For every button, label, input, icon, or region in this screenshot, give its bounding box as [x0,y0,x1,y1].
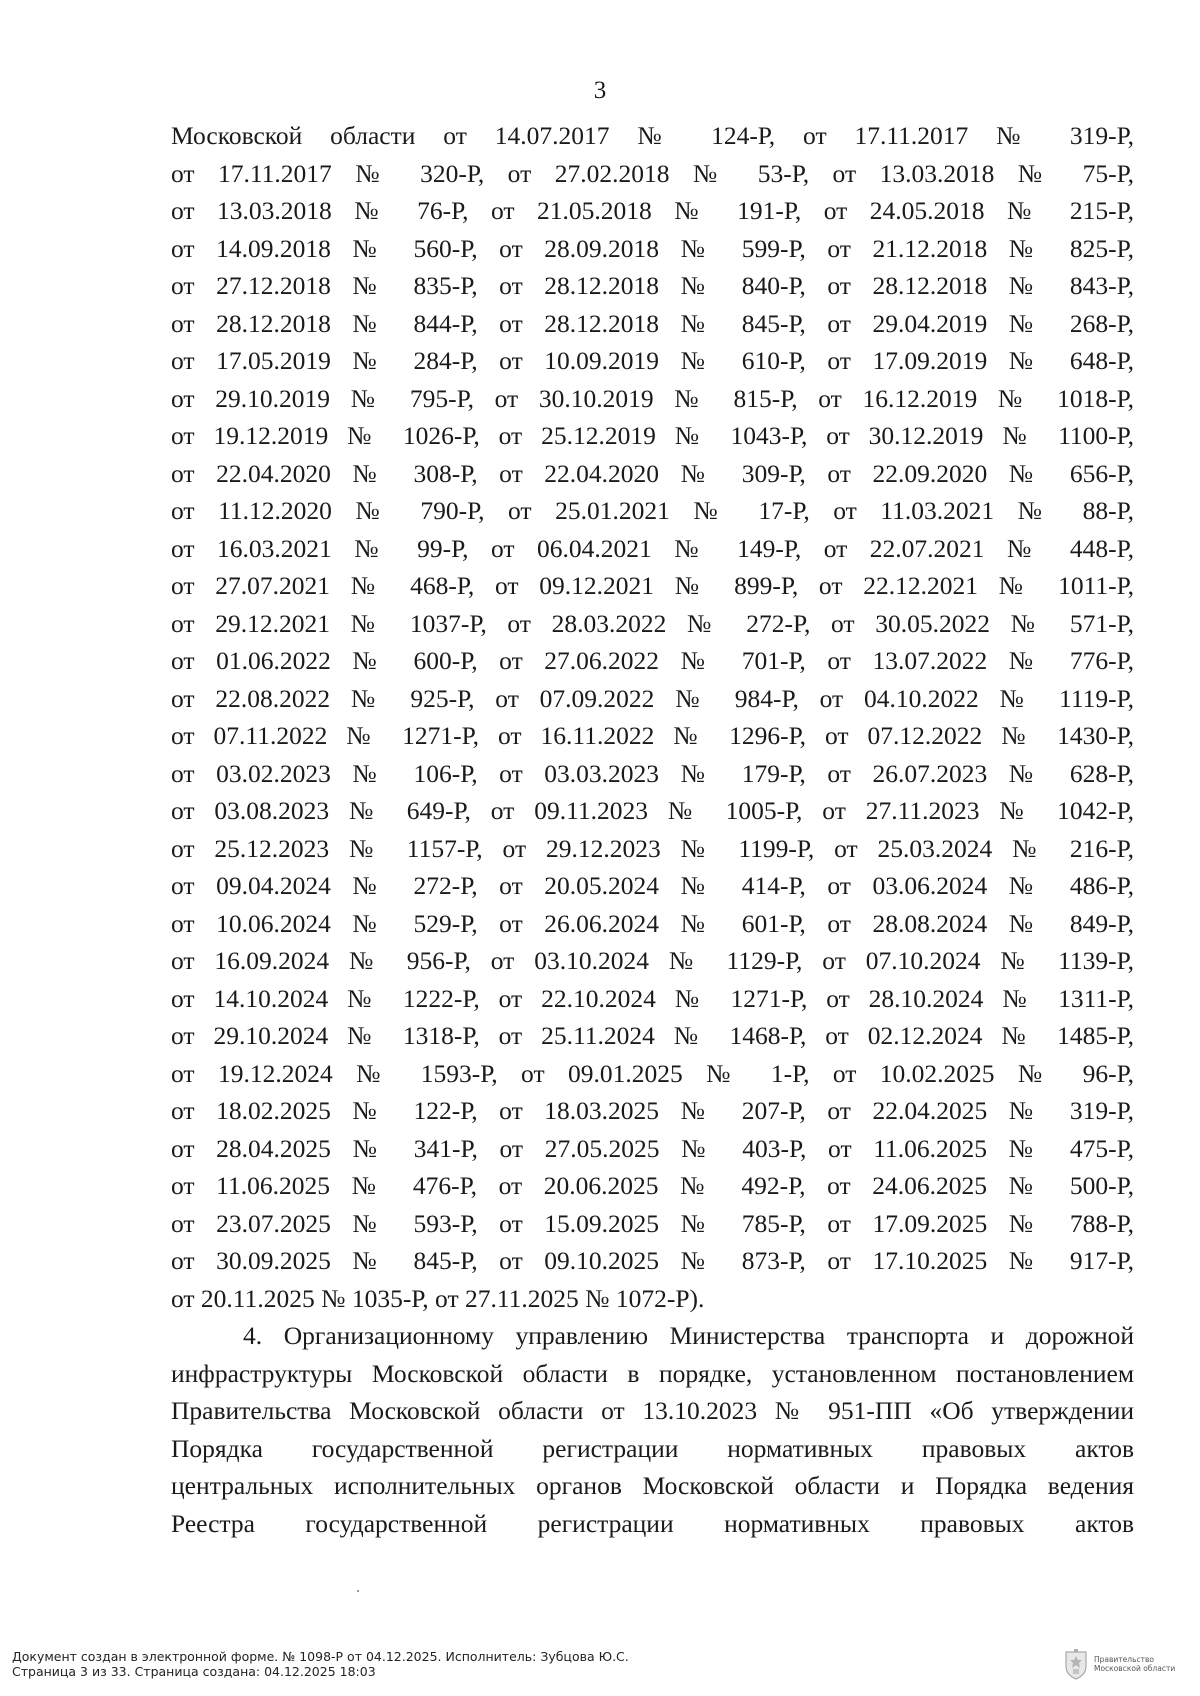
page-number: 3 [593,77,607,104]
text-line: Реестра государственной регистрации нормативных правовых актов [171,1508,1134,1538]
text-line: от 14.09.2018 № 560-Р, от 28.09.2018 № 599-Р, от 21.12.2018 № 825-Р, [171,233,1134,263]
paragraph-item-4 [171,1317,1134,1542]
text-line: от 27.07.2021 № 468-Р, от 09.12.2021 № 899-Р, от 22.12.2021 № 1011-Р, [171,571,1134,600]
text-line: от 23.07.2025 № 593-Р, от 15.09.2025 № 785-Р, от 17.09.2025 № 788-Р, [171,1208,1134,1238]
text-line: от 03.02.2023 № 106-Р, от 03.03.2023 № 179-Р, от 26.07.2023 № 628-Р, [171,758,1134,788]
text-line: от 28.12.2018 № 844-Р, от 28.12.2018 № 845-Р, от 29.04.2019 № 268-Р, [171,308,1134,338]
text-line: от 17.11.2017 № 320-Р, от 27.02.2018 № 53-Р, от 13.03.2018 № 75-Р, [171,158,1134,188]
text-line: инфраструктуры Московской области в порядке, установленном постановлением [171,1358,1134,1388]
text-line: от 29.10.2024 № 1318-Р, от 25.11.2024 № 1468-Р, от 02.12.2024 № 1485-Р, [171,1021,1134,1050]
text-line: центральных исполнительных органов Московской области и Порядка ведения [171,1471,1134,1500]
text-line: от 22.04.2020 № 308-Р, от 22.04.2020 № 309-Р, от 22.09.2020 № 656-Р, [171,458,1134,488]
text-line: от 29.10.2019 № 795-Р, от 30.10.2019 № 815-Р, от 16.12.2019 № 1018-Р, [171,383,1134,413]
logo-text-line: Московской области [1094,1664,1176,1673]
text-line: от 22.08.2022 № 925-Р, от 07.09.2022 № 984-Р, от 04.10.2022 № 1119-Р, [171,683,1134,713]
document-footer [12,1649,629,1679]
text-line: от 16.03.2021 № 99-Р, от 06.04.2021 № 149-Р, от 22.07.2021 № 448-Р, [171,533,1134,563]
government-logo [1064,1648,1175,1680]
text-line: от 18.02.2025 № 122-Р, от 18.03.2025 № 207-Р, от 22.04.2025 № 319-Р, [171,1096,1134,1125]
text-line: от 11.12.2020 № 790-Р, от 25.01.2021 № 17-Р, от 11.03.2021 № 88-Р, [171,496,1134,525]
footer-document-info: Документ создан в электронной форме. № 1098-Р от 04.12.2025. Исполнитель: Зубцова Ю.С. [12,1649,629,1664]
text-line: от 14.10.2024 № 1222-Р, от 22.10.2024 № 1271-Р, от 28.10.2024 № 1311-Р, [171,983,1134,1013]
text-line: Московской области от 14.07.2017 № 124-Р, от 17.11.2017 № 319-Р, [171,121,1134,150]
logo-text [1094,1655,1175,1673]
text-line: от 30.09.2025 № 845-Р, от 09.10.2025 № 873-Р, от 17.10.2025 № 917-Р, [171,1246,1134,1275]
text-line: от 19.12.2019 № 1026-Р, от 25.12.2019 № 1043-Р, от 30.12.2019 № 1100-Р, [171,421,1134,450]
logo-text-line: Правительство [1094,1655,1154,1664]
text-line: Порядка государственной регистрации нормативных правовых актов [171,1433,1134,1463]
footer-page-info: Страница 3 из 33. Страница создана: 04.12.2025 18:03 [12,1664,376,1679]
text-line: от 11.06.2025 № 476-Р, от 20.06.2025 № 492-Р, от 24.06.2025 № 500-Р, [171,1171,1134,1200]
text-line: от 27.12.2018 № 835-Р, от 28.12.2018 № 840-Р, от 28.12.2018 № 843-Р, [171,271,1134,300]
text-line: 4. Организационному управлению Министерства транспорта и дорожной [243,1321,1134,1350]
text-line: от 19.12.2024 № 1593-Р, от 09.01.2025 № 1-Р, от 10.02.2025 № 96-Р, [171,1058,1134,1088]
coat-of-arms-icon [1064,1648,1088,1680]
text-line: от 20.11.2025 № 1035-Р, от 27.11.2025 № 1072-Р). [171,1283,705,1313]
text-line: от 28.04.2025 № 341-Р, от 27.05.2025 № 403-Р, от 11.06.2025 № 475-Р, [171,1133,1134,1163]
text-line: от 16.09.2024 № 956-Р, от 03.10.2024 № 1129-Р, от 07.10.2024 № 1139-Р, [171,946,1134,975]
text-line: от 07.11.2022 № 1271-Р, от 16.11.2022 № 1296-Р, от 07.12.2022 № 1430-Р, [171,721,1134,750]
text-line: от 17.05.2019 № 284-Р, от 10.09.2019 № 610-Р, от 17.09.2019 № 648-Р, [171,346,1134,375]
text-line: от 10.06.2024 № 529-Р, от 26.06.2024 № 601-Р, от 28.08.2024 № 849-Р, [171,908,1134,938]
text-line: от 29.12.2021 № 1037-Р, от 28.03.2022 № 272-Р, от 30.05.2022 № 571-Р, [171,608,1134,638]
text-line: от 09.04.2024 № 272-Р, от 20.05.2024 № 414-Р, от 03.06.2024 № 486-Р, [171,871,1134,900]
paragraph-orders-list [171,117,1134,1317]
text-line: от 03.08.2023 № 649-Р, от 09.11.2023 № 1005-Р, от 27.11.2023 № 1042-Р, [171,796,1134,825]
text-line: от 01.06.2022 № 600-Р, от 27.06.2022 № 701-Р, от 13.07.2022 № 776-Р, [171,646,1134,675]
scan-speck [357,1590,359,1592]
text-line: от 25.12.2023 № 1157-Р, от 29.12.2023 № 1199-Р, от 25.03.2024 № 216-Р, [171,833,1134,863]
document-body [171,117,1134,1542]
text-line: Правительства Московской области от 13.10.2023 № 951-ПП «Об утверждении [171,1396,1134,1425]
text-line: от 13.03.2018 № 76-Р, от 21.05.2018 № 191-Р, от 24.05.2018 № 215-Р, [171,196,1134,225]
